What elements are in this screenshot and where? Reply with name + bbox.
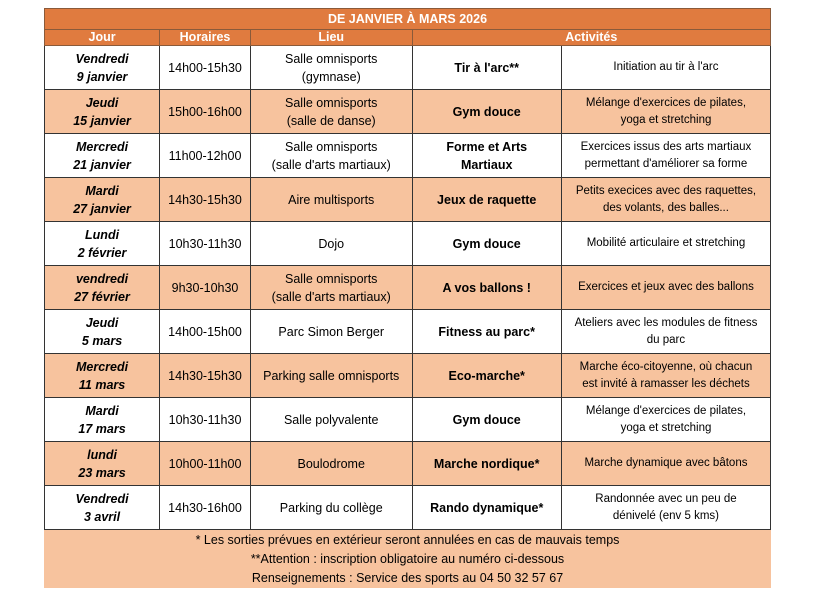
date: 9 janvier [76, 69, 128, 84]
place-line: Boulodrome [297, 456, 365, 471]
table-row [45, 222, 771, 266]
schedule-title: DE JANVIER À MARS 2026 [44, 8, 771, 29]
place-line: Aire multisports [288, 192, 375, 207]
day-cell [45, 486, 160, 530]
activity-line: Eco-marche* [448, 368, 525, 383]
time-cell: 14h30-15h30 [160, 354, 251, 398]
table-row [45, 266, 771, 310]
description-line: dénivelé (env 5 kms) [612, 509, 720, 522]
description-cell [561, 134, 770, 178]
place-line: (salle d'arts martiaux) [271, 157, 391, 172]
time-cell: 15h00-16h00 [160, 90, 251, 134]
weekday: Jeudi [85, 95, 119, 110]
activity-line: Martiaux [461, 157, 513, 172]
place-line: (gymnase) [301, 69, 361, 84]
time-cell: 14h00-15h00 [160, 310, 251, 354]
place-cell [250, 442, 412, 486]
date: 15 janvier [73, 113, 131, 128]
description-line: Exercices et jeux avec des ballons [578, 281, 754, 293]
table-row [45, 90, 771, 134]
description-line: permettant d'améliorer sa forme [584, 157, 748, 170]
weekday: Mardi [85, 403, 119, 418]
header-activities: Activités [412, 30, 771, 46]
time-cell: 14h30-15h30 [160, 178, 251, 222]
place-line: Parking du collège [279, 500, 383, 515]
description-cell [561, 178, 770, 222]
table-row [45, 486, 771, 530]
date: 23 mars [78, 465, 126, 480]
table-row [45, 354, 771, 398]
weekday: Jeudi [85, 315, 119, 330]
date: 2 février [77, 245, 127, 260]
description-line: est invité à ramasser les déchets [582, 377, 750, 390]
day-cell [45, 266, 160, 310]
day-cell [45, 46, 160, 90]
activity-cell [412, 266, 561, 310]
place-cell [250, 266, 412, 310]
footer-notes [44, 530, 771, 588]
description-line: Randonnée avec un peu de [595, 492, 737, 505]
date: 27 janvier [73, 201, 131, 216]
activity-cell [412, 310, 561, 354]
description-cell [561, 90, 770, 134]
place-line: Parking salle omnisports [263, 368, 400, 383]
footer-weather-note: * Les sorties prévues en extérieur seront annulées en cas de mauvais temps [195, 533, 620, 547]
activity-cell [412, 222, 561, 266]
place-cell [250, 354, 412, 398]
date: 21 janvier [73, 157, 131, 172]
date: 5 mars [81, 333, 123, 348]
description-line: Marche dynamique avec bâtons [584, 457, 748, 469]
place-line: Salle polyvalente [283, 412, 379, 427]
weekday: Mardi [85, 183, 119, 198]
day-cell [45, 134, 160, 178]
place-cell [250, 222, 412, 266]
place-cell [250, 178, 412, 222]
description-line: du parc [646, 333, 686, 346]
day-cell [45, 222, 160, 266]
place-line: (salle de danse) [286, 113, 376, 128]
activity-line: Fitness au parc* [438, 324, 535, 339]
activity-line: Jeux de raquette [437, 192, 537, 207]
activity-cell [412, 90, 561, 134]
description-cell [561, 310, 770, 354]
table-row [45, 134, 771, 178]
activity-cell [412, 46, 561, 90]
table-row [45, 442, 771, 486]
description-cell [561, 222, 770, 266]
activity-cell [412, 354, 561, 398]
place-line: Salle omnisports [285, 271, 378, 286]
day-cell [45, 310, 160, 354]
weekday: Vendredi [75, 491, 129, 506]
description-line: Mélange d'exercices de pilates, [585, 96, 747, 109]
activity-line: Gym douce [452, 412, 521, 427]
day-cell [45, 354, 160, 398]
activity-line: Gym douce [452, 236, 521, 251]
weekday: Mercredi [75, 139, 129, 154]
date: 3 avril [83, 509, 121, 524]
schedule-table [44, 29, 771, 530]
weekday: Lundi [85, 227, 120, 242]
day-cell [45, 178, 160, 222]
description-cell [561, 486, 770, 530]
description-cell [561, 46, 770, 90]
description-line: Initiation au tir à l'arc [613, 61, 719, 73]
place-line: (salle d'arts martiaux) [271, 289, 391, 304]
description-line: Petits execices avec des raquettes, [575, 184, 757, 197]
day-cell [45, 90, 160, 134]
activity-cell [412, 178, 561, 222]
time-cell: 10h30-11h30 [160, 398, 251, 442]
place-line: Dojo [318, 236, 345, 251]
place-cell [250, 398, 412, 442]
description-cell [561, 398, 770, 442]
date: 27 février [74, 289, 130, 304]
description-line: yoga et stretching [620, 113, 712, 126]
place-line: Salle omnisports [285, 51, 378, 66]
schedule-body [45, 46, 771, 530]
time-cell: 10h30-11h30 [160, 222, 251, 266]
activity-cell [412, 442, 561, 486]
header-day: Jour [45, 30, 160, 46]
activity-line: Gym douce [452, 104, 521, 119]
date: 17 mars [78, 421, 126, 436]
description-line: yoga et stretching [620, 421, 712, 434]
activity-cell [412, 486, 561, 530]
place-cell [250, 134, 412, 178]
header-place: Lieu [250, 30, 412, 46]
header-row [45, 30, 771, 46]
place-cell [250, 310, 412, 354]
weekday: Mercredi [75, 359, 129, 374]
header-time: Horaires [160, 30, 251, 46]
day-cell [45, 442, 160, 486]
table-row [45, 398, 771, 442]
day-cell [45, 398, 160, 442]
activity-line: Marche nordique* [433, 456, 540, 471]
table-row [45, 178, 771, 222]
place-cell [250, 90, 412, 134]
description-line: Mobilité articulaire et stretching [586, 237, 746, 249]
time-cell: 14h00-15h30 [160, 46, 251, 90]
activity-cell [412, 134, 561, 178]
description-line: Exercices issus des arts martiaux [580, 140, 752, 153]
activity-line: Rando dynamique* [430, 500, 544, 515]
footer-registration-note: **Attention : inscription obligatoire au numéro ci-dessous [250, 552, 565, 566]
date: 11 mars [78, 377, 126, 392]
time-cell: 10h00-11h00 [160, 442, 251, 486]
description-cell [561, 354, 770, 398]
description-line: Ateliers avec les modules de fitness [574, 316, 758, 329]
schedule-sheet [44, 8, 771, 588]
weekday: Vendredi [75, 51, 129, 66]
table-row [45, 46, 771, 90]
time-cell: 14h30-16h00 [160, 486, 251, 530]
place-line: Parc Simon Berger [278, 324, 385, 339]
weekday: lundi [87, 447, 117, 462]
place-line: Salle omnisports [285, 95, 378, 110]
description-cell [561, 442, 770, 486]
description-line: Marche éco-citoyenne, où chacun [579, 360, 753, 373]
time-cell: 9h30-10h30 [160, 266, 251, 310]
place-line: Salle omnisports [285, 139, 378, 154]
activity-line: A vos ballons ! [442, 280, 531, 295]
activity-line: Forme et Arts [446, 139, 528, 154]
description-cell [561, 266, 770, 310]
weekday: vendredi [75, 271, 129, 286]
activity-cell [412, 398, 561, 442]
place-cell [250, 46, 412, 90]
description-line: des volants, des balles... [603, 201, 729, 214]
footer-contact: Renseignements : Service des sports au 04 50 32 57 67 [251, 571, 564, 585]
description-line: Mélange d'exercices de pilates, [585, 404, 747, 417]
table-row [45, 310, 771, 354]
activity-line: Tir à l'arc** [454, 60, 520, 75]
place-cell [250, 486, 412, 530]
time-cell: 11h00-12h00 [160, 134, 251, 178]
